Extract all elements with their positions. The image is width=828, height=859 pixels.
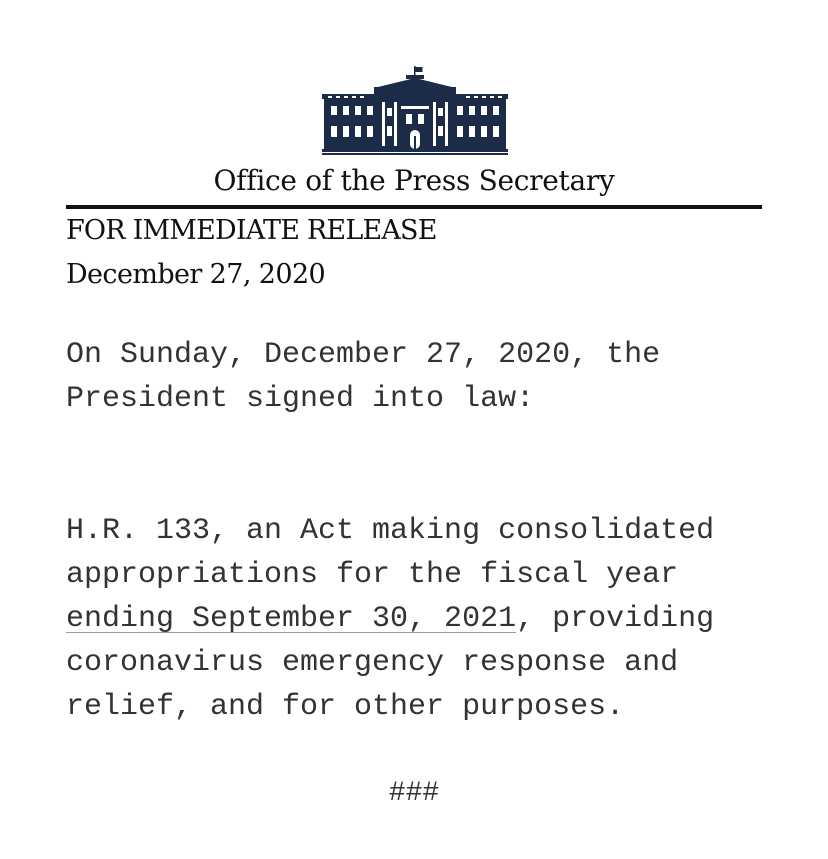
release-date: December 27, 2020 [66, 259, 326, 290]
office-title: Office of the Press Secretary [213, 164, 615, 197]
paragraph-bill-line-3-rest: , providing [516, 602, 715, 636]
paragraph-bill-line-2: appropriations for the fiscal year [66, 558, 679, 592]
paragraph-bill-line-4: coronavirus emergency response and [66, 646, 679, 680]
paragraph-bill-line-1: H.R. 133, an Act making consolidated [66, 514, 715, 548]
paragraph-intro-line-1: On Sunday, December 27, 2020, the [66, 338, 661, 372]
header-divider [66, 205, 762, 209]
paragraph-intro-line-2: President signed into law: [66, 382, 535, 416]
paragraph-bill [66, 509, 714, 729]
release-label: FOR IMMEDIATE RELEASE [66, 215, 437, 246]
paragraph-bill-line-5: relief, and for other purposes. [66, 690, 625, 724]
paragraph-intro [66, 333, 660, 421]
end-mark: ### [388, 778, 440, 809]
white-house-icon [322, 66, 508, 156]
fiscal-year-date-link[interactable]: ending September 30, 2021 [66, 602, 517, 636]
